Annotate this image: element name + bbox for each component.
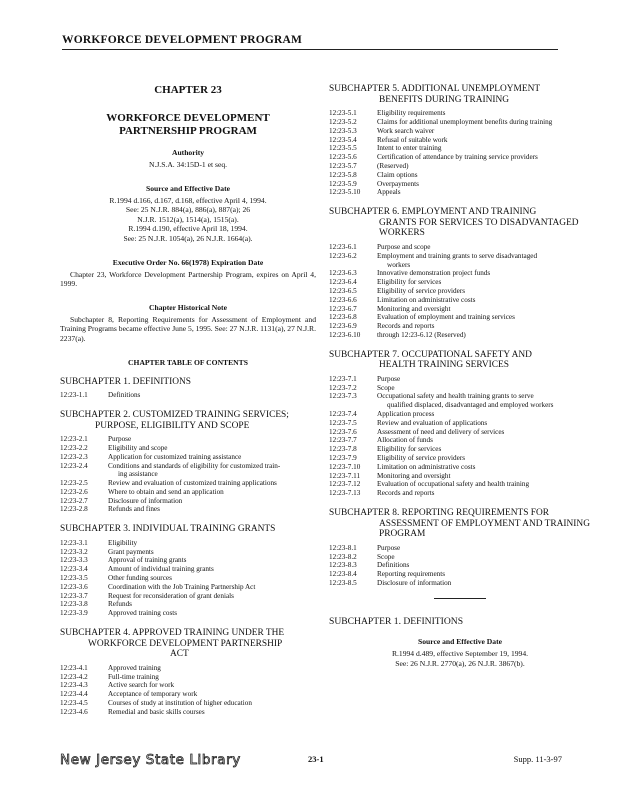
toc-item: 12:23-2.6 Where to obtain and send an application <box>60 487 224 496</box>
toc-item: 12:23-4.4 Acceptance of temporary work <box>60 690 198 699</box>
toc-item: 12:23-3.5 Other funding sources <box>60 574 172 583</box>
toc-subchapter-7 <box>329 350 591 498</box>
exec-order-heading: Executive Order No. 66(1978) Expiration Date <box>112 257 264 267</box>
body-source-line: R.1994 d.489, effective September 19, 1994. <box>391 649 529 659</box>
toc-item: 12:23-2.1 Purpose <box>60 435 132 444</box>
toc-item: 12:23-5.9 Overpayments <box>329 179 419 188</box>
toc-item: 12:23-7.7 Allocation of funds <box>329 436 433 445</box>
toc-item: 12:23-3.9 Approved training costs <box>60 609 178 618</box>
history-heading: Chapter Historical Note <box>149 302 227 312</box>
source-block <box>60 196 316 244</box>
subchapter-title: SUBCHAPTER 7. OCCUPATIONAL SAFETY AND HEALTH TRAINING SERVICES <box>329 349 532 371</box>
chapter-title-line2: PARTNERSHIP PROGRAM <box>119 125 257 137</box>
right-column <box>329 84 591 669</box>
subchapter-title: SUBCHAPTER 3. INDIVIDUAL TRAINING GRANTS <box>60 524 276 535</box>
toc-item: 12:23-3.6 Coordination with the Job Training Partnership Act <box>60 582 256 591</box>
body-subchapter-title: SUBCHAPTER 1. DEFINITIONS <box>329 615 464 627</box>
toc-item: 12:23-7.6 Assessment of need and delivery of services <box>329 427 505 436</box>
subchapter-title: SUBCHAPTER 2. CUSTOMIZED TRAINING SERVICES; PURPOSE, ELIGIBILITY AND SCOPE <box>60 409 289 431</box>
running-header: WORKFORCE DEVELOPMENT PROGRAM <box>62 34 558 50</box>
source-line: R.1994 d.166, d.167, d.168, effective April 4, 1994. <box>109 195 267 205</box>
toc-subchapter-6 <box>329 207 591 340</box>
toc-item: 12:23-8.2 Scope <box>329 552 395 561</box>
toc-subchapter-3 <box>60 524 316 618</box>
toc-item: 12:23-6.4 Eligibility for services <box>329 278 442 287</box>
toc-item: 12:23-5.8 Claim options <box>329 170 418 179</box>
chapter-number: CHAPTER 23 <box>154 84 222 96</box>
toc-item: 12:23-4.5 Courses of study at institution of higher education <box>60 699 252 708</box>
toc-item: 12:23-5.1 Eligibility requirements <box>329 109 446 118</box>
body-source-line: See: 26 N.J.R. 2770(a), 26 N.J.R. 3867(b). <box>395 659 525 668</box>
toc-item: 12:23-7.5 Review and evaluation of applications <box>329 418 488 427</box>
source-line: See: 25 N.J.R. 1054(a), 26 N.J.R. 1664(a). <box>123 233 253 243</box>
source-heading: Source and Effective Date <box>145 183 230 193</box>
toc-item: 12:23-7.13 Records and reports <box>329 489 435 498</box>
toc-item: 12:23-7.8 Eligibility for services <box>329 445 442 454</box>
supplement-date: Supp. 11-3-97 <box>513 754 562 764</box>
toc-item: 12:23-8.3 Definitions <box>329 561 410 570</box>
toc-item: 12:23-2.8 Refunds and fines <box>60 505 160 514</box>
subchapter-title: SUBCHAPTER 5. ADDITIONAL UNEMPLOYMENT BENEFITS DURING TRAINING <box>329 84 541 105</box>
toc-item: 12:23-6.7 Monitoring and oversight <box>329 304 451 313</box>
library-watermark: New Jersey State Library <box>60 752 241 768</box>
toc-item: 12:23-3.2 Grant payments <box>60 547 154 556</box>
toc-item: 12:23-5.7 (Reserved) <box>329 161 409 170</box>
toc-item: 12:23-8.1 Purpose <box>329 543 401 552</box>
toc-item: 12:23-7.9 Eligibility of service providers <box>329 454 466 463</box>
toc-item: 12:23-4.6 Remedial and basic skills courses <box>60 707 205 716</box>
toc-subchapter-5 <box>329 84 591 197</box>
toc-item: 12:23-2.7 Disclosure of information <box>60 496 183 505</box>
toc-item: 12:23-5.4 Refusal of suitable work <box>329 135 448 144</box>
history-text: Subchapter 8, Reporting Requirements for Assessment of Employment and Training Programs became effective June 5, 1995. See: 27 N.J.R. 1131(a), 27 N.J.R. 2237(a). <box>60 314 316 343</box>
toc-item: 12:23-5.5 Intent to enter training <box>329 144 442 153</box>
toc-subchapter-2 <box>60 410 316 514</box>
toc-item: 12:23-4.3 Active search for work <box>60 681 175 690</box>
toc-item: 12:23-5.10 Appeals <box>329 188 401 197</box>
toc-heading: CHAPTER TABLE OF CONTENTS <box>128 357 248 367</box>
toc-item: 12:23-1.1 Definitions <box>60 391 141 400</box>
toc-item: 12:23-3.4 Amount of individual training grants <box>60 565 214 574</box>
chapter-title-line1: WORKFORCE DEVELOPMENT <box>106 112 270 124</box>
toc-item: 12:23-2.2 Eligibility and scope <box>60 443 168 452</box>
toc-item: 12:23-6.6 Limitation on administrative costs <box>329 295 476 304</box>
toc-item: 12:23-8.4 Reporting requirements <box>329 570 446 579</box>
left-column <box>60 84 316 717</box>
toc-item: 12:23-6.8 Evaluation of employment and training services <box>329 313 515 322</box>
authority-text: N.J.S.A. 34:15D-1 et seq. <box>148 160 228 169</box>
toc-item: 12:23-6.3 Innovative demonstration project funds <box>329 269 491 278</box>
toc-item: 12:23-6.9 Records and reports <box>329 322 435 331</box>
toc-item: 12:23-6.5 Eligibility of service providers <box>329 286 466 295</box>
toc-subchapter-1 <box>60 377 316 400</box>
toc-item: 12:23-7.2 Scope <box>329 383 395 392</box>
subchapter-title: SUBCHAPTER 6. EMPLOYMENT AND TRAINING GRANTS FOR SERVICES TO DISADVANTAGED WORKERS <box>329 207 579 239</box>
toc-item: 12:23-8.5 Disclosure of information <box>329 579 452 588</box>
subchapter-title: SUBCHAPTER 4. APPROVED TRAINING UNDER THE WORKFORCE DEVELOPMENT PARTNERSHIP ACT <box>60 628 285 660</box>
source-line: See: 25 N.J.R. 884(a), 886(a), 887(a); 26 <box>125 205 251 215</box>
exec-order-text: Chapter 23, Workforce Development Partnership Program, expires on April 4, 1999. <box>60 269 316 289</box>
toc-item: 12:23-7.10 Limitation on administrative costs <box>329 462 476 471</box>
authority-heading: Authority <box>171 148 205 157</box>
toc-subchapter-8 <box>329 508 591 588</box>
toc-item: 12:23-5.2 Claims for additional unemployment benefits during training <box>329 117 553 126</box>
toc-item: 12:23-4.1 Approved training <box>60 663 161 672</box>
chapter-title <box>60 112 316 138</box>
body-source-heading: Source and Effective Date <box>417 637 502 647</box>
page-number: 23-1 <box>308 754 324 764</box>
source-line: N.J.R. 1512(a), 1514(a), 1515(a). <box>137 214 239 224</box>
toc-item: 12:23-2.5 Review and evaluation of customized training applications <box>60 479 277 488</box>
toc-item: 12:23-5.6 Certification of attendance by training service providers <box>329 153 538 162</box>
toc-item: 12:23-2.3 Application for customized training assistance <box>60 452 242 461</box>
subchapter-title: SUBCHAPTER 8. REPORTING REQUIREMENTS FOR ASSESSMENT OF EMPLOYMENT AND TRAINING PROGRAM <box>329 508 590 540</box>
toc-item: 12:23-5.3 Work search waiver <box>329 126 435 135</box>
section-divider <box>434 598 486 599</box>
toc-subchapter-4 <box>60 628 316 717</box>
toc-item: 12:23-7.4 Application process <box>329 410 435 419</box>
toc-item: 12:23-3.7 Request for reconsideration of grant denials <box>60 591 234 600</box>
toc-item: 12:23-6.2 Employment and training grants to serve disadvantaged workers <box>329 251 538 269</box>
toc-item: 12:23-7.3 Occupational safety and health training grants to serve qualified displaced, disadvantaged and employed workers <box>329 392 554 410</box>
toc-item: 12:23-6.1 Purpose and scope <box>329 242 431 251</box>
toc-item: 12:23-6.10 through 12:23-6.12 (Reserved) <box>329 330 466 339</box>
toc-item: 12:23-7.11 Monitoring and oversight <box>329 471 451 480</box>
toc-item: 12:23-3.1 Eligibility <box>60 538 138 547</box>
toc-item: 12:23-3.8 Refunds <box>60 600 132 609</box>
subchapter-title: SUBCHAPTER 1. DEFINITIONS <box>60 376 191 387</box>
toc-item: 12:23-2.4 Conditions and standards of eligibility for customized train- ing assistance <box>60 461 281 479</box>
body-source-block <box>329 649 591 668</box>
toc-item: 12:23-7.1 Purpose <box>329 374 401 383</box>
source-line: R.1994 d.190, effective April 18, 1994. <box>128 224 248 234</box>
toc-item: 12:23-4.2 Full-time training <box>60 672 159 681</box>
toc-item: 12:23-3.3 Approval of training grants <box>60 556 187 565</box>
toc-item: 12:23-7.12 Evaluation of occupational safety and health training <box>329 480 530 489</box>
